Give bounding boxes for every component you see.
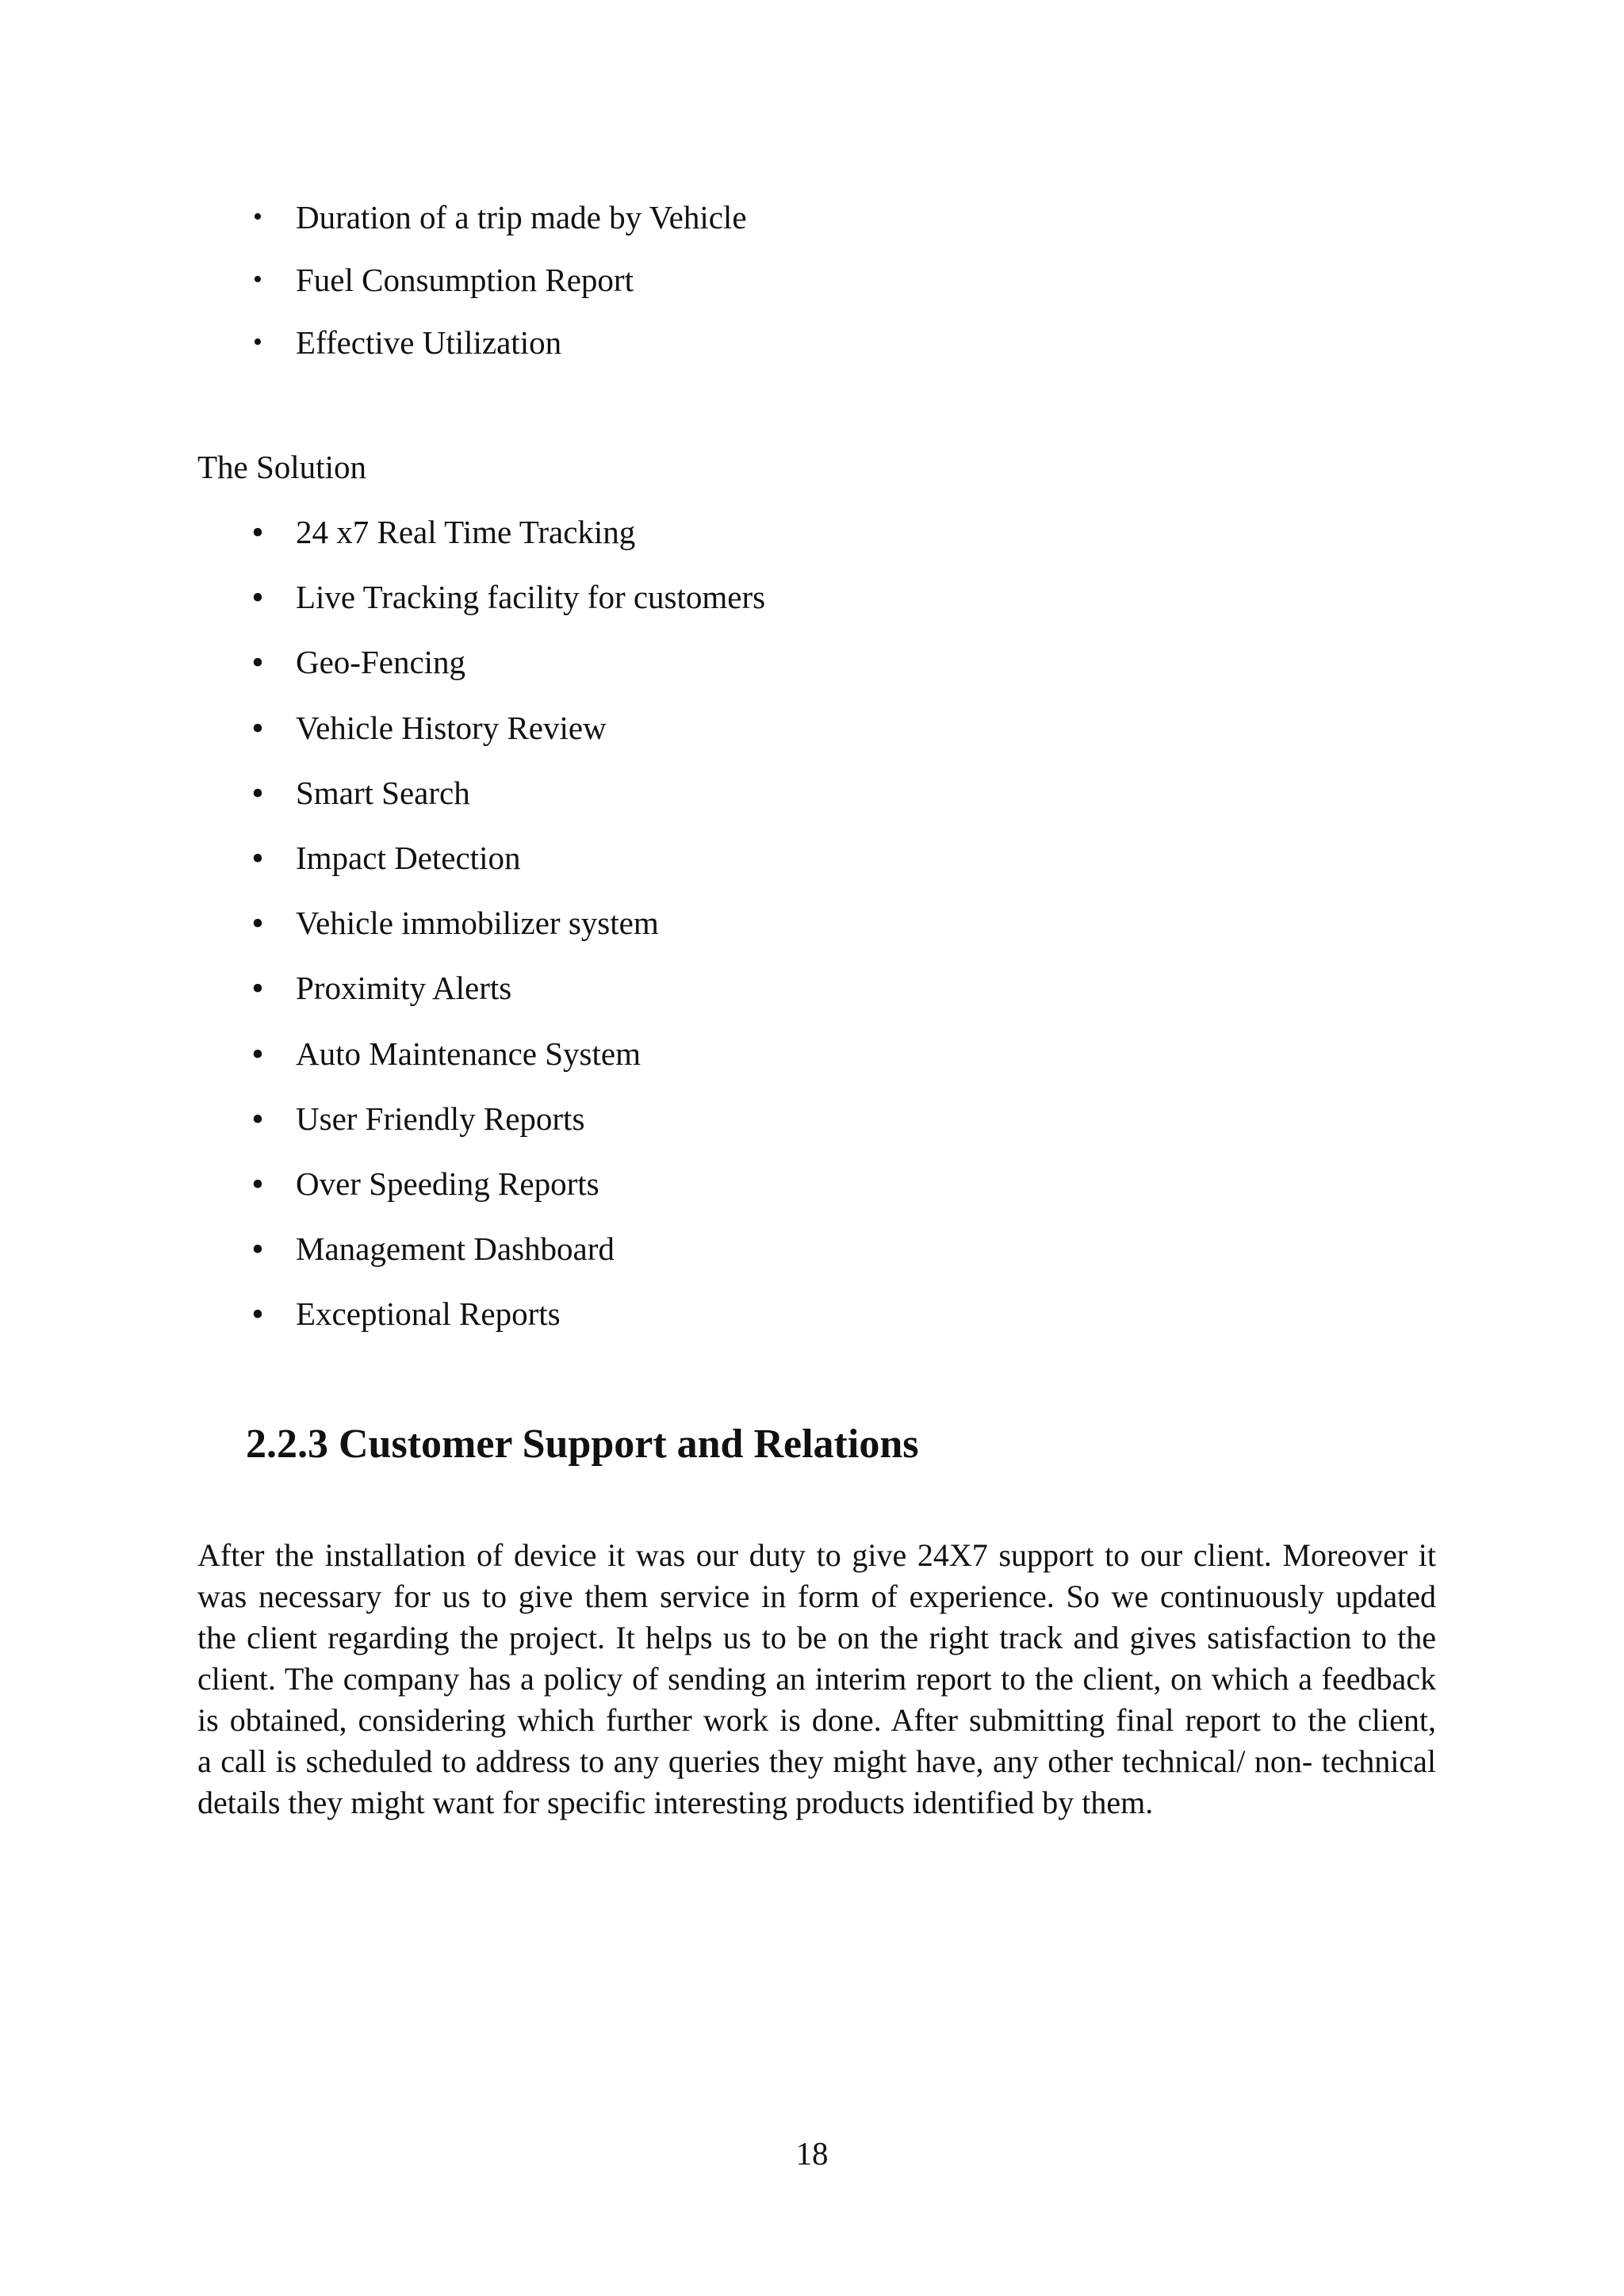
list-item-text: User Friendly Reports bbox=[296, 1100, 585, 1137]
list-item-text: Live Tracking facility for customers bbox=[296, 579, 766, 616]
list-item-text: 24 x7 Real Time Tracking bbox=[296, 514, 636, 550]
list-item-text: Smart Search bbox=[296, 774, 470, 811]
list-item-text: Exceptional Reports bbox=[296, 1295, 561, 1333]
bullet-icon: • bbox=[251, 773, 264, 813]
bullet-icon: • bbox=[251, 838, 264, 878]
list-item-text: Vehicle History Review bbox=[296, 709, 607, 746]
bullet-icon: • bbox=[251, 708, 264, 748]
paragraph-line: was necessary for us to give them service in form of experience. So we continuously updated bbox=[197, 1578, 1436, 1614]
bullet-icon: • bbox=[251, 578, 264, 618]
bullet-icon: • bbox=[251, 1230, 264, 1269]
list-item-text: Fuel Consumption Report bbox=[296, 262, 634, 298]
list-item-text: Proximity Alerts bbox=[296, 970, 512, 1007]
bullet-icon: • bbox=[251, 513, 264, 552]
list-item-text: Vehicle immobilizer system bbox=[296, 905, 659, 942]
list-item-text: Duration of a trip made by Vehicle bbox=[296, 199, 747, 235]
bullet-icon: • bbox=[253, 327, 262, 357]
customer-support-paragraph bbox=[197, 1535, 1436, 1823]
bullet-icon: • bbox=[253, 265, 262, 294]
list-item-text: Over Speeding Reports bbox=[296, 1165, 599, 1202]
bullet-icon: • bbox=[251, 643, 264, 683]
bullet-icon: • bbox=[251, 1295, 264, 1334]
list-item-text: Auto Maintenance System bbox=[296, 1035, 641, 1072]
solution-label: The Solution bbox=[197, 449, 366, 485]
list-item-text: Impact Detection bbox=[296, 839, 521, 876]
section-heading: 2.2.3 Customer Support and Relations bbox=[246, 1422, 919, 1467]
list-item-text: Management Dashboard bbox=[296, 1230, 615, 1268]
bullet-icon: • bbox=[251, 1099, 264, 1138]
bullet-icon: • bbox=[251, 969, 264, 1008]
bullet-icon: • bbox=[251, 1034, 264, 1073]
bullet-icon: • bbox=[251, 1164, 264, 1203]
page-number: 18 bbox=[795, 2135, 829, 2172]
bullet-icon: • bbox=[251, 904, 264, 943]
bullet-icon: • bbox=[253, 202, 262, 232]
paragraph-line: the client regarding the project. It helps us to be on the right track and gives satisfaction to the bbox=[197, 1620, 1436, 1655]
paragraph-line: a call is scheduled to address to any queries they might have, any other technical/ non- technical bbox=[197, 1743, 1436, 1779]
paragraph-line: is obtained, considering which further work is done. After submitting final report to the client, bbox=[197, 1702, 1436, 1738]
list-item-text: Geo-Fencing bbox=[296, 644, 466, 681]
paragraph-line: client. The company has a policy of sending an interim report to the client, on which a feedback bbox=[197, 1661, 1436, 1697]
list-item-text: Effective Utilization bbox=[296, 324, 562, 361]
paragraph-line: After the installation of device it was our duty to give 24X7 support to our client. Moreover it bbox=[197, 1537, 1436, 1573]
paragraph-line: details they might want for specific interesting products identified by them. bbox=[197, 1785, 1154, 1820]
